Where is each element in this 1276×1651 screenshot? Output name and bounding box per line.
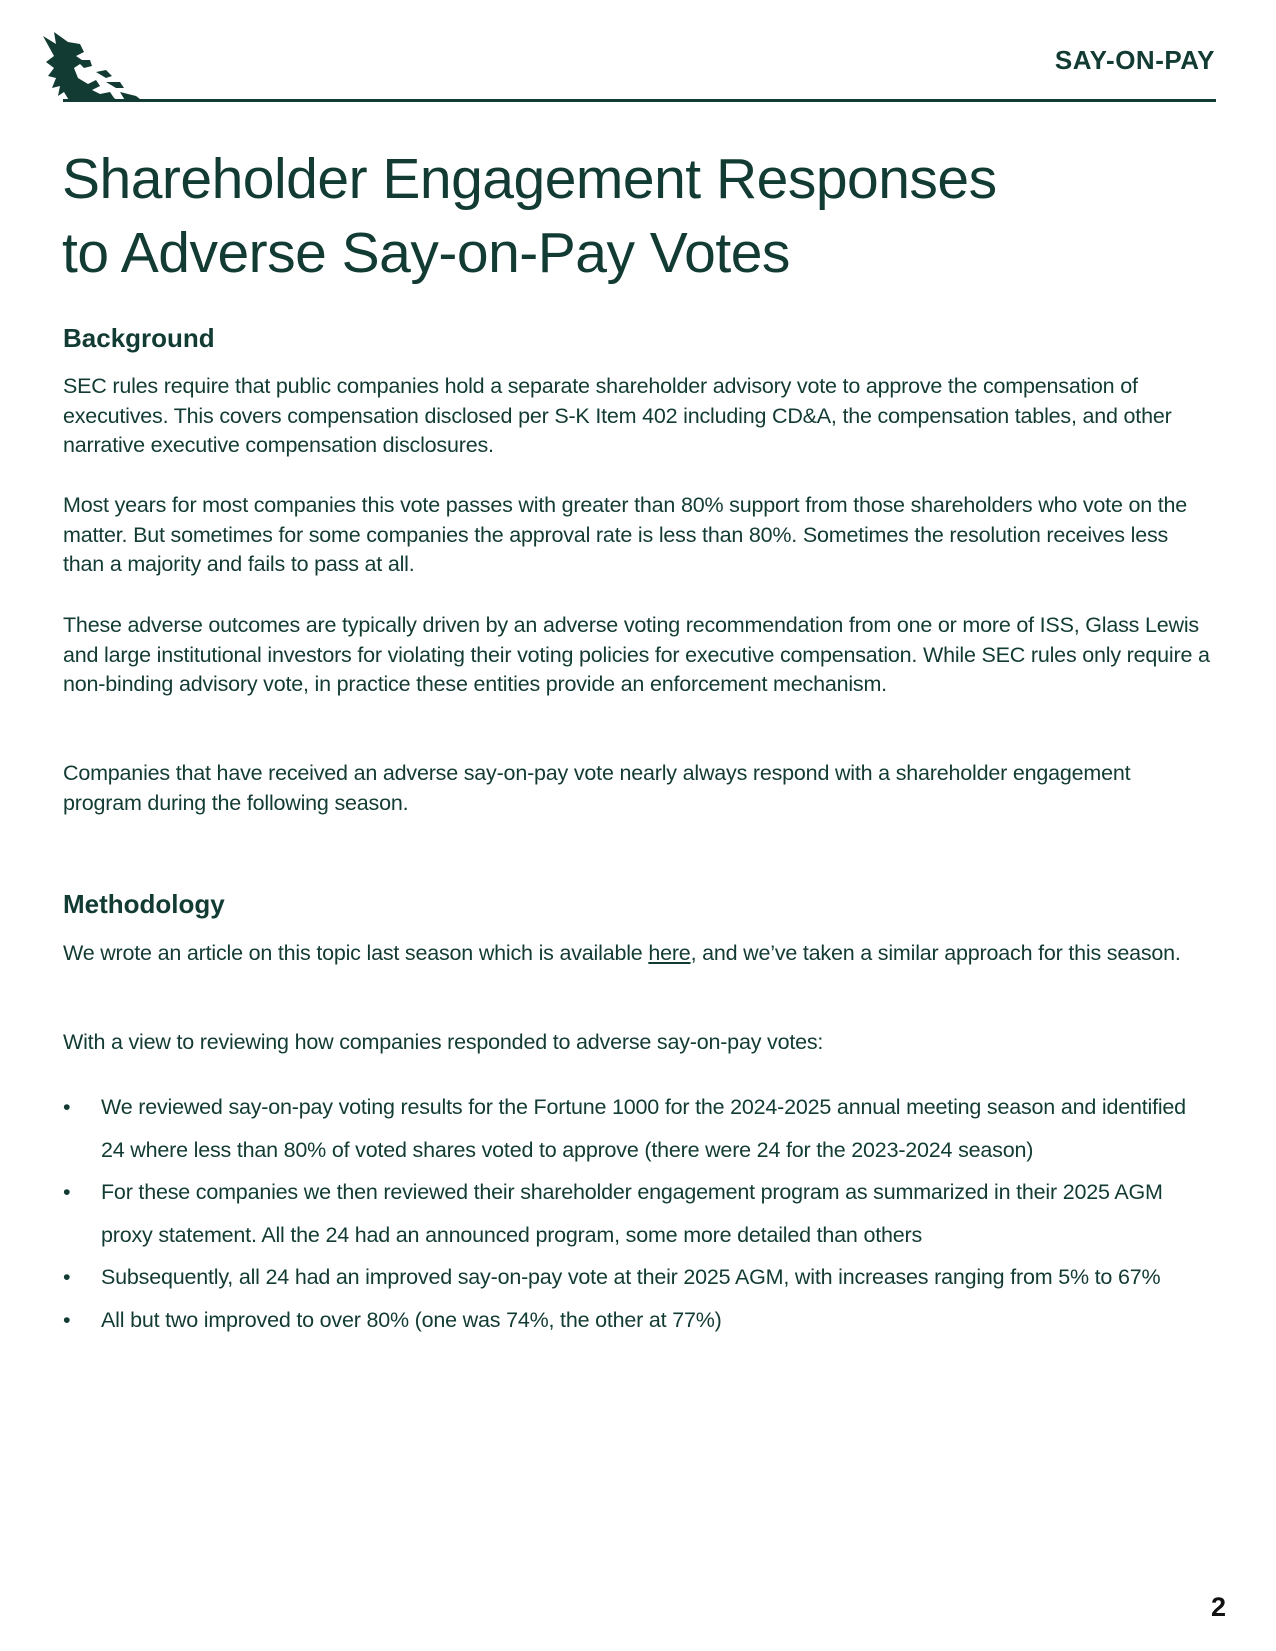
background-paragraph: SEC rules require that public companies hold a separate shareholder advisory vote to approve the compensation of executives. This covers compensation disclosed per S-K Item 402 including CD&A, the compensation tables, and other narrative executive compensation disclosures.	[63, 374, 1172, 457]
title-line-2: to Adverse Say-on-Pay Votes	[62, 221, 790, 285]
list-item	[63, 1256, 1213, 1299]
page-title	[62, 142, 1212, 290]
list-item-text: Subsequently, all 24 had an improved say-on-pay vote at their 2025 AGM, with increases ranging from 5% to 67%	[101, 1265, 1161, 1289]
list-item-text: We reviewed say-on-pay voting results for the Fortune 1000 for the 2024-2025 annual meeting season and identified 24 where less than 80% of voted shares voted to approve (there were 24 for the 2023-2024 season)	[101, 1095, 1186, 1162]
bullet-icon: •	[63, 1265, 71, 1289]
bullet-icon: •	[63, 1307, 71, 1332]
background-paragraph: Most years for most companies this vote passes with greater than 80% support from those shareholders who vote on the matter. But sometimes for some companies the approval rate is less than 80%. Sometimes the resolution receives less than a majority and fails to pass at all.	[63, 493, 1188, 576]
list-item-text: All but two improved to over 80% (one was 74%, the other at 77%)	[101, 1307, 722, 1332]
bullet-icon: •	[63, 1180, 71, 1204]
methodology-list	[63, 1086, 1213, 1341]
bullet-icon: •	[63, 1095, 71, 1119]
title-line-1: Shareholder Engagement Responses	[62, 147, 997, 211]
header-divider	[63, 99, 1216, 102]
background-paragraph: These adverse outcomes are typically driven by an adverse voting recommendation from one or more of ISS, Glass Lewis and large institutional investors for violating their voting policies for executive compensation. While SEC rules only require a non-binding advisory vote, in practice these entities provide an enforcement mechanism.	[63, 613, 1210, 696]
list-item	[63, 1086, 1213, 1171]
background-paragraph: Companies that have received an adverse say-on-pay vote nearly always respond with a shareholder engagement program during the following season.	[63, 761, 1131, 815]
list-item	[63, 1171, 1213, 1256]
list-item-text: For these companies we then reviewed their shareholder engagement program as summarized in their 2025 AGM proxy statement. All the 24 had an announced program, some more detailed than others	[101, 1180, 1163, 1247]
methodology-lead: With a view to reviewing how companies responded to adverse say-on-pay votes:	[63, 1030, 824, 1054]
methodology-heading: Methodology	[63, 889, 225, 919]
dragon-logo-icon	[40, 30, 156, 104]
intro-text: , and we’ve taken a similar approach for this season.	[690, 941, 1181, 965]
intro-text: We wrote an article on this topic last season which is available	[63, 941, 649, 965]
list-item	[63, 1299, 1213, 1342]
section-tag: SAY-ON-PAY	[1054, 45, 1215, 75]
methodology-intro	[63, 939, 1213, 969]
page-number: 2	[1210, 1592, 1226, 1622]
background-heading: Background	[63, 323, 215, 353]
article-link[interactable]: here	[648, 941, 691, 965]
